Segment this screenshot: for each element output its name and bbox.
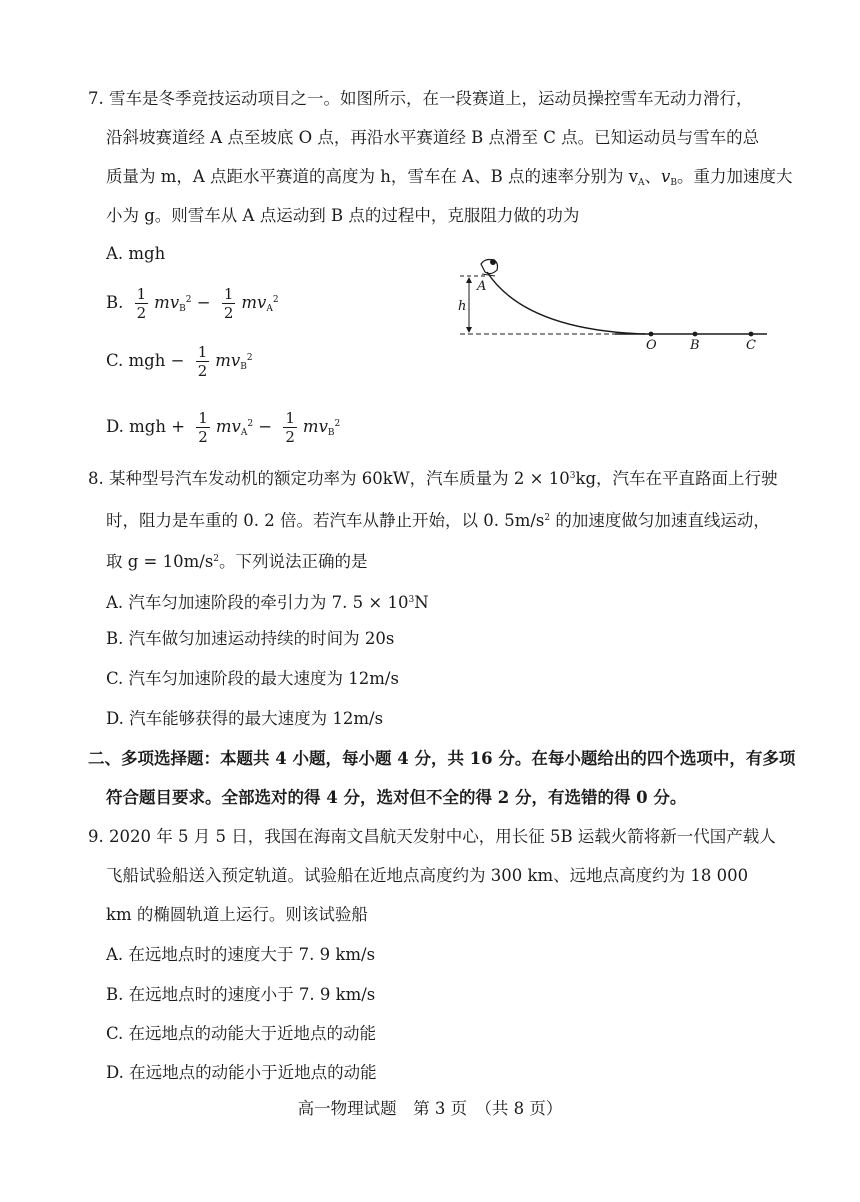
slope-track-figure: [455, 250, 775, 350]
q8-line-2: 时，阻力是车重的 0. 2 倍。若汽车从静止开始，以 0. $5m/s^2$ 的加速度做匀加速直线运动，: [106, 511, 770, 530]
q7-line-2: 沿斜坡赛道经 A 点至坡底 O 点，再沿水平赛道经 B 点滑至 C 点。已知运动员与雪车的总: [106, 128, 760, 147]
slope-curve: [487, 272, 645, 334]
point-o: [649, 332, 654, 337]
q7-line-3-tail: 。重力加速度大: [676, 167, 793, 186]
q8-option-c: C. 汽车匀加速阶段的最大速度为 12m/s: [106, 669, 399, 688]
q7-option-b: B. $\frac{1}{2}$ $mv_B^2$ − $\frac{1}{2}$ $mv_A^2$: [106, 285, 279, 322]
point-b: [693, 332, 698, 337]
q7-option-c-label: C. mgh −: [106, 351, 185, 370]
q7-option-c: C. mgh − $\frac{1}{2}$ $mv_B^2$: [106, 343, 253, 380]
label-a: A: [477, 279, 487, 294]
q9-option-a: A. 在远地点时的速度大于 7. 9 km/s: [106, 945, 376, 964]
q9-line-3: km 的椭圆轨道上运行。则该试验船: [106, 905, 368, 924]
arrow-head-down-icon: [466, 327, 472, 333]
q8-line-1-text: 8. 某种型号汽车发动机的额定功率为 60kW，汽车质量为 2 × 10: [88, 469, 570, 488]
q9-line-2: 飞船试验船送入预定轨道。试验船在近地点高度约为 300 km、远地点高度约为 18 000: [106, 866, 749, 885]
arrow-head-up-icon: [466, 277, 472, 283]
q8-line-3: 取 $g = 10m/s^2$。下列说法正确的是: [106, 552, 368, 571]
label-c: C: [746, 338, 756, 350]
q9-option-d: D. 在远地点的动能小于近地点的动能: [106, 1063, 377, 1082]
section-2-heading-line-2: 符合题目要求。全部选对的得 4 分，选对但不全的得 2 分，有选错的得 0 分。: [106, 788, 687, 807]
q7-option-d: D. mgh + $\frac{1}{2}$ $mv_A^2$ − $\frac{1}{2}$ $mv_B^2$: [106, 409, 341, 446]
fraction: $\frac{1}{2}$: [197, 343, 208, 380]
section-2-heading-line-1: 二、多项选择题：本题共 4 小题，每小题 4 分，共 16 分。在每小题给出的四个选项中，有多项: [88, 749, 796, 768]
fraction: $\frac{1}{2}$: [198, 409, 208, 446]
q8-option-a: A. 汽车匀加速阶段的牵引力为 7. $5 \times 10^3N$: [106, 593, 429, 612]
q7-option-d-label: D. mgh +: [106, 417, 186, 436]
q7-line-3-text: 质量为 m，A 点距水平赛道的高度为 h，雪车在 A、B 点的速率分别为 v: [106, 167, 639, 186]
q9-line-1: 9. 2020 年 5 月 5 日，我国在海南文昌航天发射中心，用长征 5B 运载火箭将新一代国产载人: [88, 827, 776, 846]
label-b: B: [690, 338, 700, 350]
label-o: O: [646, 338, 657, 350]
q7-option-a: A. mgh: [106, 244, 166, 263]
q7-line-1: 7. 雪车是冬季竞技运动项目之一。如图所示，在一段赛道上，运动员操控雪车无动力滑行，: [88, 89, 753, 108]
q8-line-1: 8. 某种型号汽车发动机的额定功率为 60kW，汽车质量为 $2 \times 10^3kg$，汽车在平直路面上行驶: [88, 469, 778, 488]
point-c: [749, 332, 754, 337]
q9-option-c: C. 在远地点的动能大于近地点的动能: [106, 1024, 377, 1043]
q7-line-4: 小为 g。则雪车从 A 点运动到 B 点的过程中，克服阻力做的功为: [106, 206, 580, 225]
q9-option-b: B. 在远地点时的速度小于 7. 9 km/s: [106, 985, 376, 1004]
label-h: h: [458, 299, 467, 314]
q7-line-3: 质量为 m，A 点距水平赛道的高度为 h，雪车在 A、B 点的速率分别为 $v_A$、$v_B$。重力加速度大: [106, 167, 793, 188]
fraction: $\frac{1}{2}$: [285, 409, 295, 446]
q8-option-d: D. 汽车能够获得的最大速度为 12m/s: [106, 709, 384, 728]
q7-option-b-label: B.: [106, 293, 124, 312]
page-footer: 高一物理试题 第 3 页 （共 8 页）: [297, 1099, 563, 1118]
fraction: $\frac{1}{2}$: [223, 285, 234, 322]
fraction: $\frac{1}{2}$: [136, 285, 147, 322]
q8-line-1-tail: kg，汽车在平直路面上行驶: [575, 469, 778, 488]
q8-option-b: B. 汽车做匀加速运动持续的时间为 20s: [106, 629, 395, 648]
bobsled-icon: [481, 259, 498, 276]
